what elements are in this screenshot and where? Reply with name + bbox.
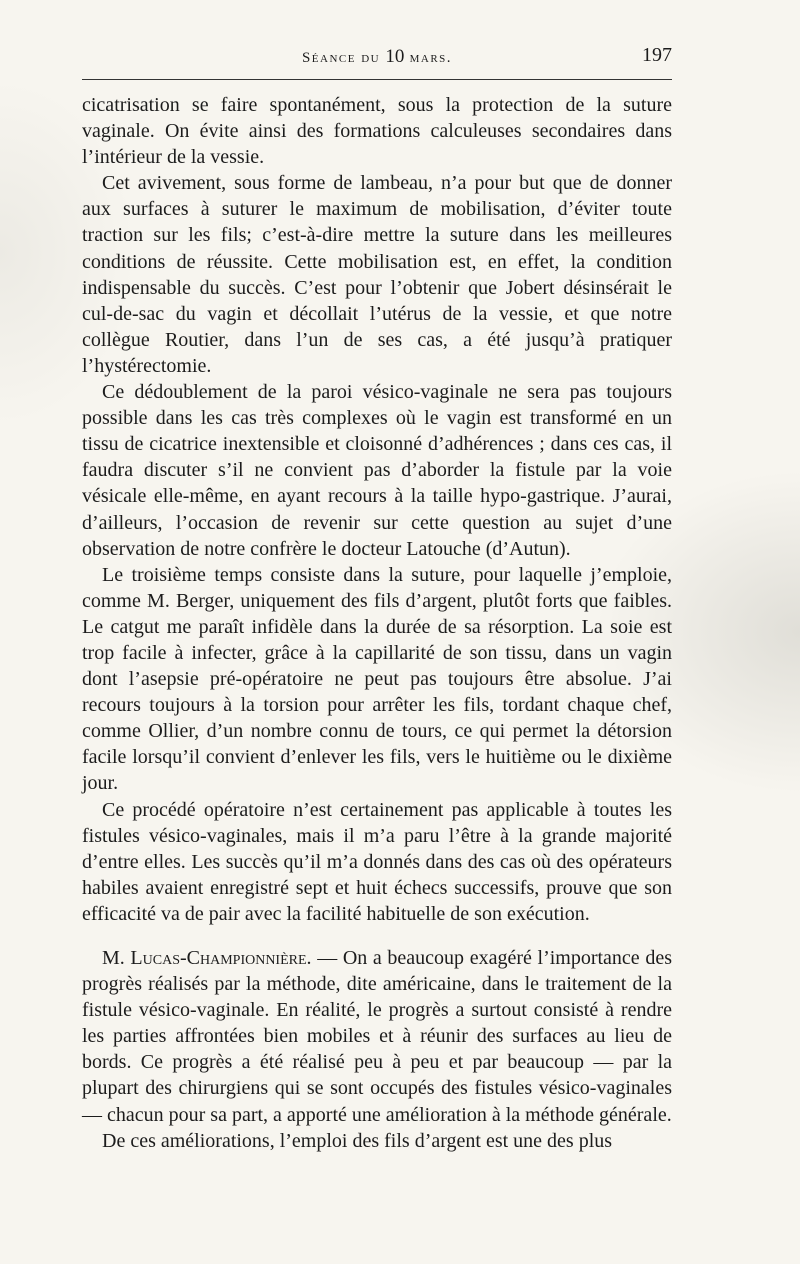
- body-text: [82, 92, 672, 1154]
- speech-text: — On a beaucoup exagéré l’importance des progrès réalisés par la méthode, dite américaine, dans le traitement de la fistule vésico-vaginale. En réalité, le progrès a surtout consisté à rendre les parties affrontées bien mobiles et à réunir des surfaces au lieu de bords. Ce progrès a été réalisé peu à peu et par beaucoup — par la plupart des chirurgiens qui se sont occupés des fistules vésico-vaginales — chacun pour sa part, a apporté une amélioration à la méthode générale.: [82, 947, 672, 1126]
- running-title-part1: Séance du: [301, 50, 381, 66]
- paragraph-1: cicatrisation se faire spontanément, sous la protection de la suture vaginale. On évite ainsi des formations calculeuses secondaires dans l’intérieur de la vessie.: [82, 94, 672, 169]
- running-head: [82, 44, 672, 72]
- paragraph-5: Ce procédé opératoire n’est certainement pas applicable à toutes les fistules vésico-vaginales, mais il m’a paru l’être à la grande majorité d’entre elles. Les succès qu’il m’a donnés dans des cas où des opérateurs habiles avaient enregistré sept et huit échecs successifs, prouve que son efficacité va de pair avec la facilité habituelle de son exécution.: [82, 798, 672, 925]
- running-title-number: 10: [385, 46, 405, 67]
- speaker-name: M. Lucas-Championnière.: [102, 947, 312, 969]
- paragraph-4: Le troisième temps consiste dans la suture, pour laquelle j’emploie, comme M. Berger, uniquement des fils d’argent, plutôt forts que faibles. Le catgut me paraît infidèle dans la durée de sa résorption. La soie est trop facile à infecter, grâce à la capillarité de son tissu, dans un vagin dont l’asepsie pré-opératoire ne peut pas toujours être absolue. J’ai recours toujours à la torsion pour arrêter les fils, tordant chaque chef, comme Ollier, d’un nombre connu de tours, ce qui permet la détorsion facile lorsqu’il convient d’enlever les fils, vers le huitième ou le dixième jour.: [82, 563, 672, 795]
- paragraph-2: Cet avivement, sous forme de lambeau, n’a pour but que de donner aux surfaces à suturer le maximum de mobilisation, d’éviter toute traction sur les fils; c’est-à-dire mettre la suture dans les meilleures conditions de réussite. Cette mobilisation est, en effet, la condition indispensable du succès. C’est pour l’obtenir que Jobert désinsérait le cul-de-sac du vagin et décollait l’utérus de la vessie, et que notre collègue Routier, dans l’un de ses cas, a été jusqu’à pratiquer l’hystérectomie.: [82, 172, 672, 377]
- page-number: 197: [642, 44, 672, 66]
- running-title: [82, 46, 672, 68]
- header-rule: [82, 79, 672, 80]
- running-title-part2: mars.: [409, 50, 453, 66]
- paragraph-3: Ce dédoublement de la paroi vésico-vaginale ne sera pas toujours possible dans les cas très complexes où le vagin est transformé en un tissu de cicatrice inextensible et cloisonné d’adhérences ; dans ces cas, il faudra discuter s’il ne convient pas d’aborder la fistule par la voie vésicale elle-même, en ayant recours à la taille hypo-gastrique. J’aurai, d’ailleurs, l’occasion de revenir sur cette question au sujet d’une observation de notre confrère le docteur Latouche (d’Autun).: [82, 381, 672, 560]
- speech-paragraph: [82, 945, 672, 1128]
- final-paragraph: De ces améliorations, l’emploi des fils d’argent est une des plus: [102, 1129, 613, 1152]
